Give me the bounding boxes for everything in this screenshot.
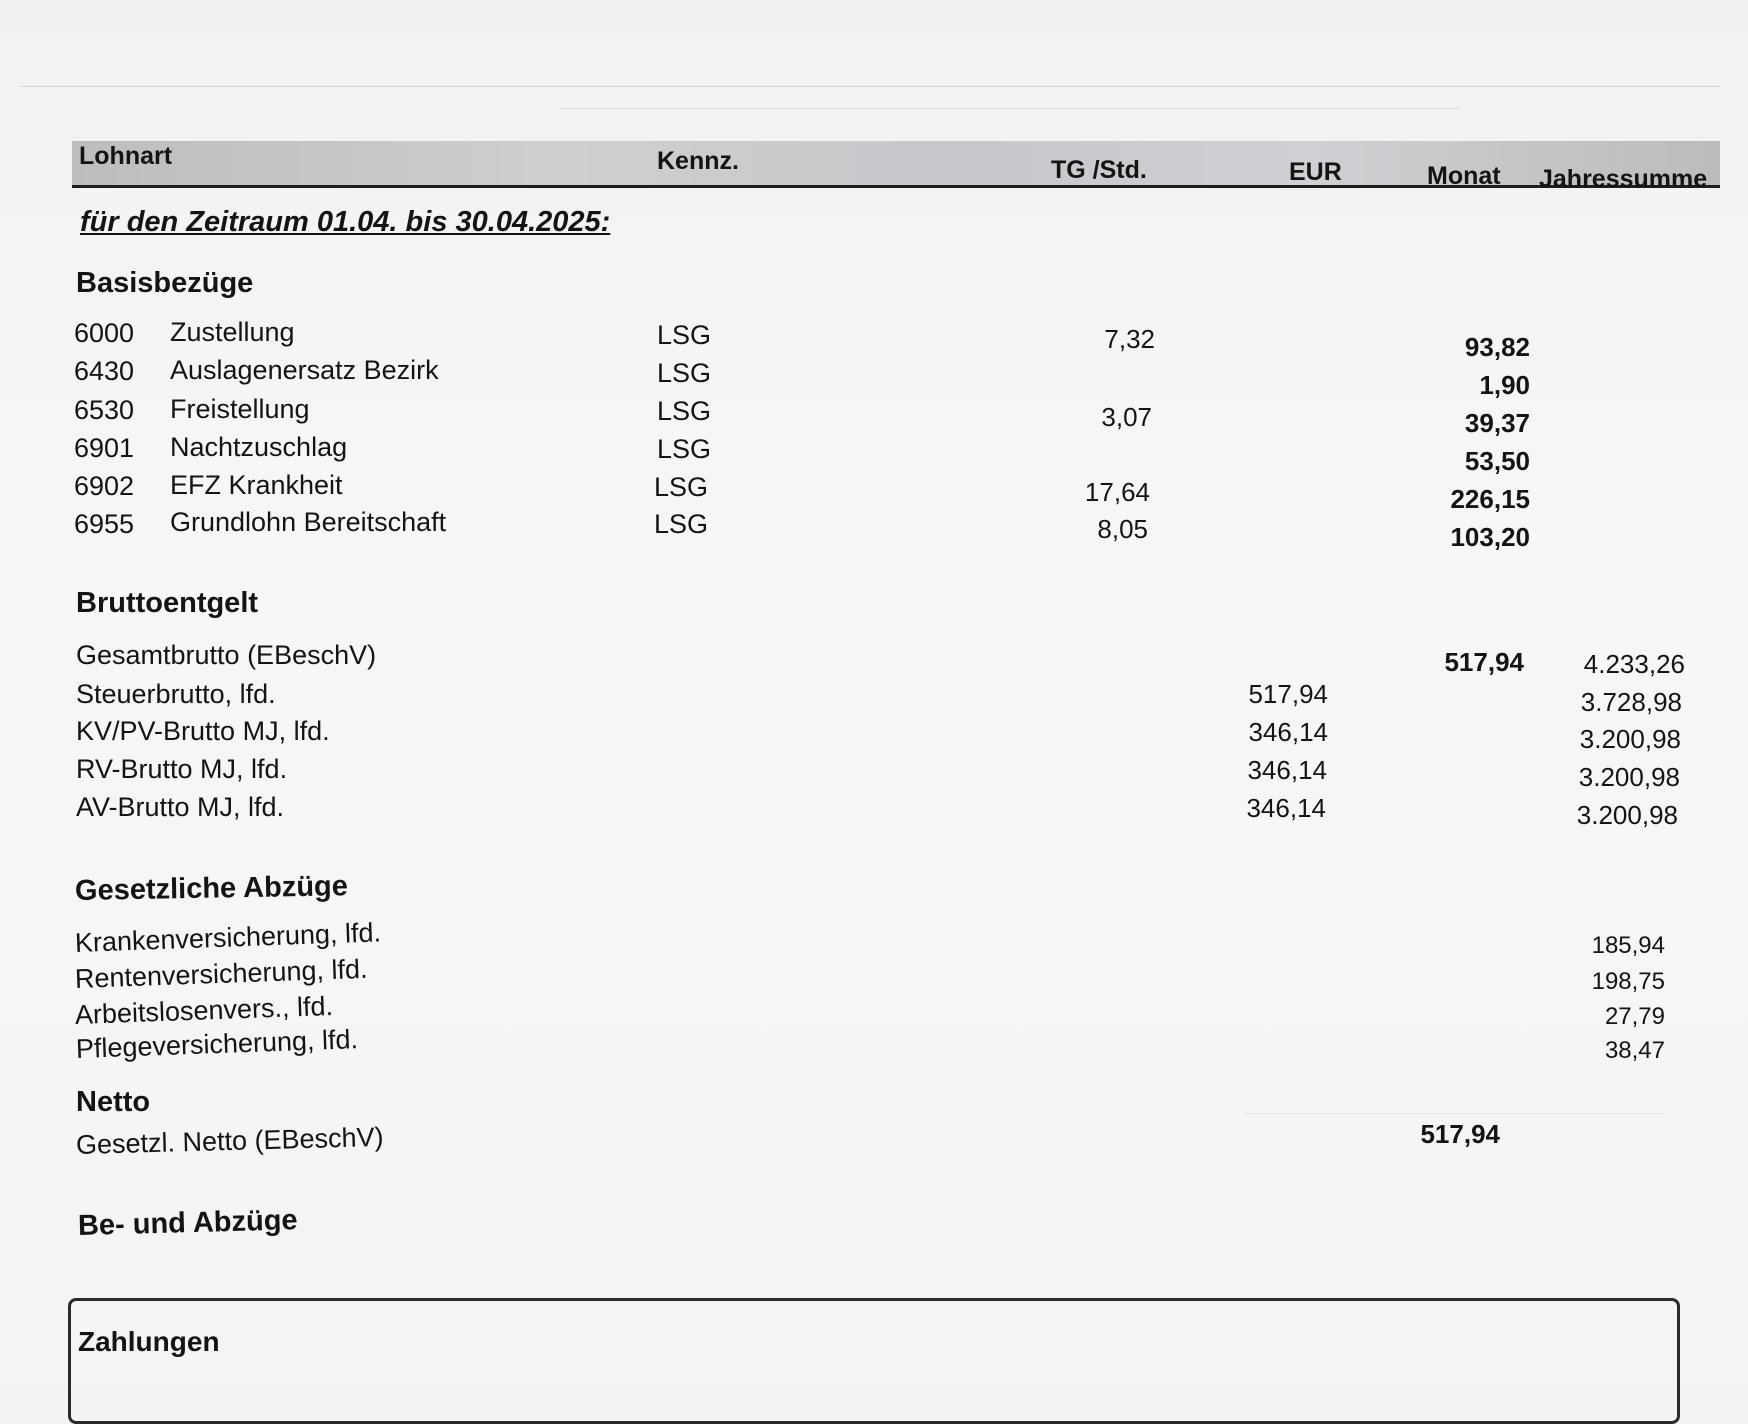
wage-label: Auslagenersatz Bezirk — [170, 355, 439, 385]
wage-kennz: LSG — [657, 320, 712, 350]
wage-monat: 39,37 — [1464, 408, 1530, 438]
brutto-eur: 346,14 — [1247, 755, 1327, 785]
header-monat: Monat — [1427, 162, 1501, 190]
wage-code: 6000 — [74, 318, 135, 348]
brutto-eur: 346,14 — [1246, 793, 1326, 823]
brutto-monat: 517,94 — [1444, 647, 1524, 677]
abzug-jahr: 185,94 — [1591, 932, 1665, 959]
brutto-label: AV-Brutto MJ, lfd. — [76, 792, 285, 822]
brutto-label: Steuerbrutto, lfd. — [76, 679, 276, 709]
wage-code: 6955 — [74, 509, 135, 539]
wage-kennz: LSG — [657, 396, 712, 426]
wage-tg-std: 8,05 — [1097, 514, 1148, 544]
brutto-label: Gesamtbrutto (EBeschV) — [76, 640, 377, 670]
brutto-jahr: 3.200,98 — [1576, 800, 1678, 830]
wage-kennz: LSG — [654, 472, 709, 502]
wage-tg-std: 3,07 — [1101, 402, 1152, 432]
wage-label: Freistellung — [170, 394, 310, 424]
abzug-jahr: 198,75 — [1591, 968, 1665, 995]
wage-monat: 226,15 — [1450, 484, 1530, 514]
brutto-label: KV/PV-Brutto MJ, lfd. — [76, 716, 330, 746]
netto-monat: 517,94 — [1420, 1119, 1500, 1149]
brutto-jahr: 3.728,98 — [1580, 687, 1682, 717]
wage-code: 6901 — [74, 433, 135, 463]
scan-line — [20, 86, 1720, 87]
payments-box — [68, 1298, 1680, 1424]
abzug-label: Rentenversicherung, lfd. — [74, 953, 368, 994]
section-gesetzliche-abzuege: Gesetzliche Abzüge — [74, 870, 349, 907]
header-eur: EUR — [1289, 158, 1342, 186]
wage-label: Nachtzuschlag — [170, 432, 348, 462]
wage-kennz: LSG — [657, 434, 712, 464]
wage-monat: 103,20 — [1450, 522, 1530, 552]
brutto-jahr: 3.200,98 — [1578, 762, 1680, 792]
section-netto: Netto — [76, 1086, 151, 1118]
brutto-eur: 346,14 — [1248, 717, 1328, 747]
section-zahlungen: Zahlungen — [78, 1326, 220, 1357]
wage-label: EFZ Krankheit — [170, 470, 343, 500]
header-lohnart: Lohnart — [79, 142, 173, 170]
wage-monat: 53,50 — [1464, 446, 1530, 476]
brutto-jahr: 4.233,26 — [1583, 649, 1685, 679]
abzug-jahr: 27,79 — [1604, 1003, 1665, 1030]
header-kennz: Kennz. — [657, 147, 739, 175]
period-heading: für den Zeitraum 01.04. bis 30.04.2025: — [80, 206, 611, 238]
scan-line — [560, 108, 1460, 109]
wage-code: 6530 — [74, 395, 135, 425]
brutto-label: RV-Brutto MJ, lfd. — [76, 754, 288, 784]
wage-label: Zustellung — [170, 317, 295, 347]
wage-label: Grundlohn Bereitschaft — [170, 507, 447, 537]
brutto-jahr: 3.200,98 — [1579, 724, 1681, 754]
wage-code: 6430 — [74, 356, 135, 386]
netto-label: Gesetzl. Netto (EBeschV) — [75, 1121, 384, 1160]
abzug-label: Krankenversicherung, lfd. — [74, 917, 382, 958]
section-bruttoentgelt: Bruttoentgelt — [76, 587, 259, 619]
wage-monat: 93,82 — [1464, 332, 1530, 362]
wage-kennz: LSG — [654, 509, 709, 539]
section-basisbezuege: Basisbezüge — [76, 267, 254, 299]
header-tg-std: TG /Std. — [1051, 156, 1147, 184]
wage-kennz: LSG — [657, 358, 712, 388]
wage-tg-std: 17,64 — [1084, 477, 1150, 507]
abzug-label: Pflegeversicherung, lfd. — [75, 1024, 359, 1064]
abzug-jahr: 38,47 — [1604, 1037, 1665, 1064]
section-be-und-abzuege: Be- und Abzüge — [77, 1204, 298, 1242]
wage-tg-std: 7,32 — [1104, 324, 1155, 354]
wage-code: 6902 — [74, 471, 135, 501]
scan-line — [1245, 1113, 1665, 1114]
wage-monat: 1,90 — [1479, 370, 1530, 400]
brutto-eur: 517,94 — [1248, 679, 1328, 709]
header-jahressumme: Jahressumme — [1539, 165, 1708, 193]
abzug-label: Arbeitslosenvers., lfd. — [74, 991, 334, 1030]
